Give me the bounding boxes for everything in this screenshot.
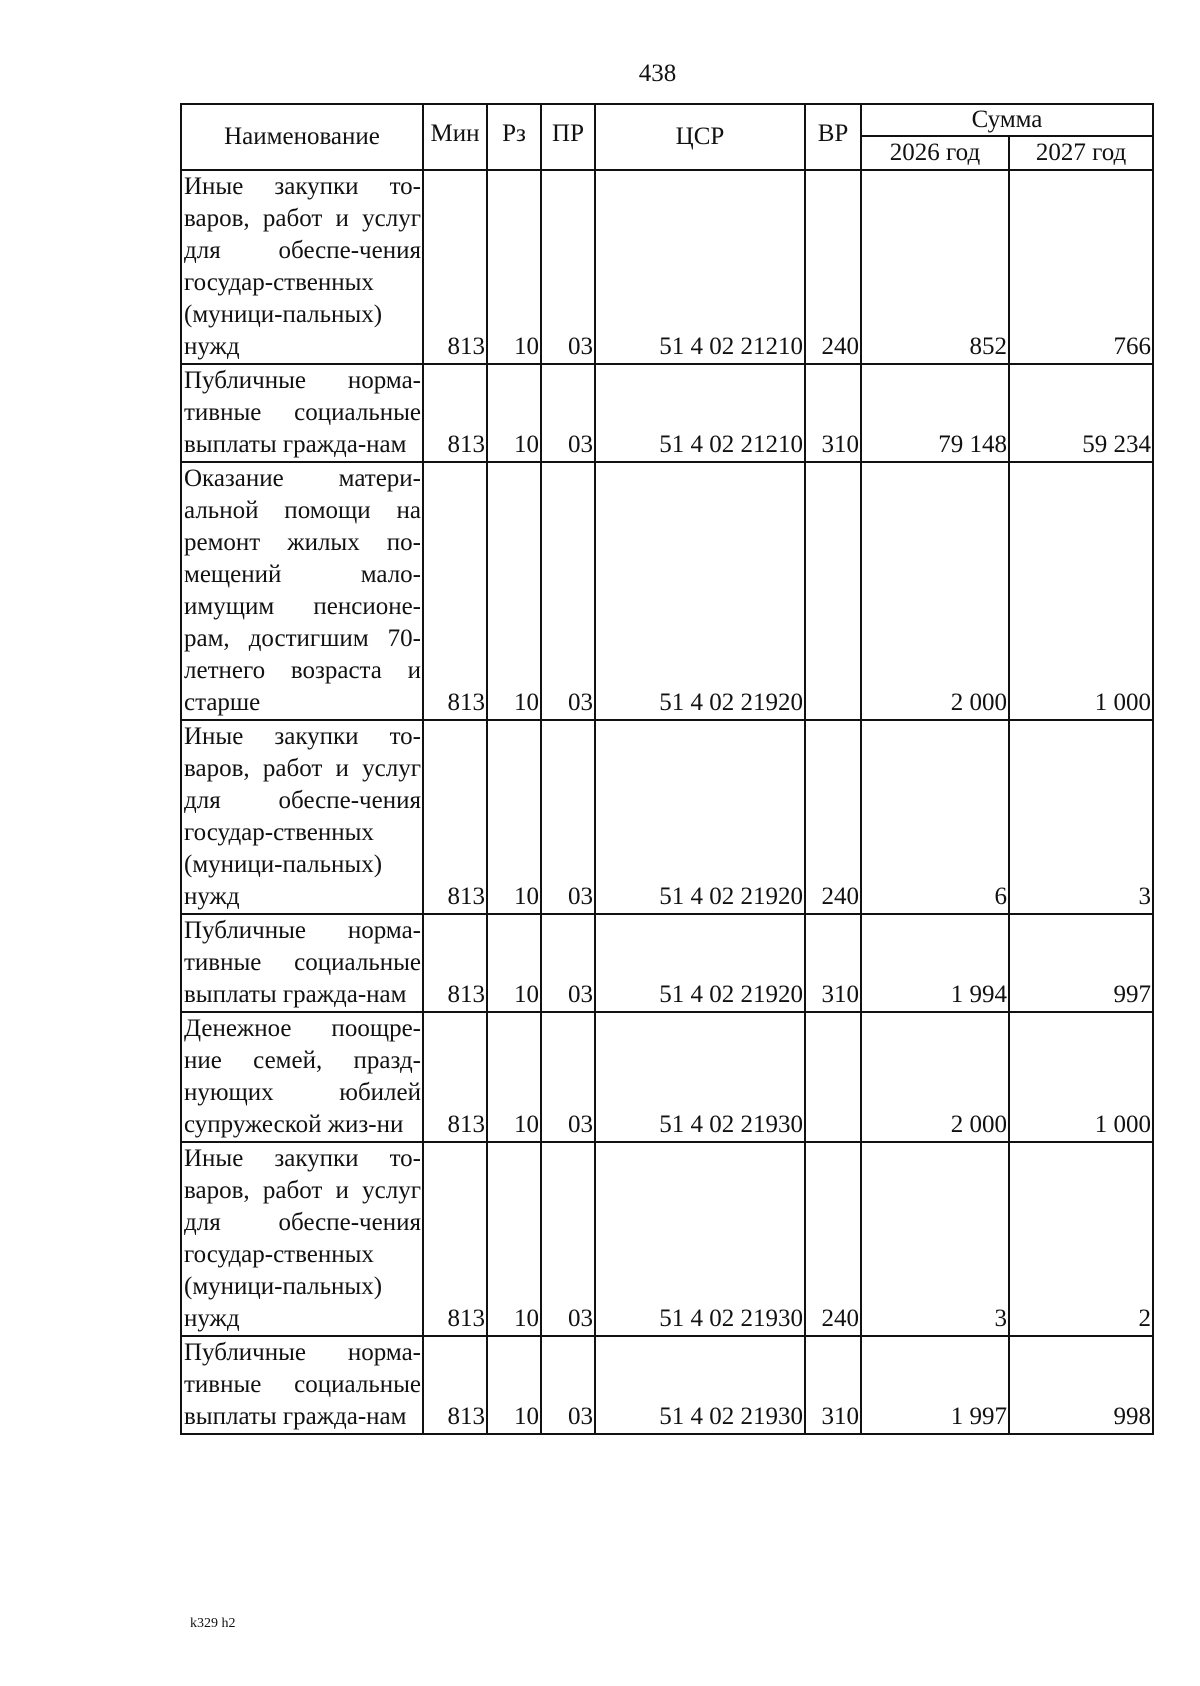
header-year-2027: 2027 год — [1009, 136, 1153, 170]
table-row — [181, 462, 1153, 720]
row-min: 813 — [423, 1336, 487, 1434]
row-vr: 310 — [805, 1336, 861, 1434]
page-number: 438 — [638, 60, 677, 87]
row-sum-2026: 852 — [861, 170, 1009, 364]
budget-table — [180, 103, 1154, 1435]
row-vr: 240 — [805, 170, 861, 364]
row-csr: 51 4 02 21920 — [595, 914, 805, 1012]
row-sum-2027: 2 — [1009, 1142, 1153, 1336]
row-pr: 03 — [541, 364, 595, 462]
row-name: Иные закупки то-варов, работ и услуг для обеспе-чения государ-ственных (муници-пальных) нужд — [181, 170, 423, 364]
row-pr: 03 — [541, 1142, 595, 1336]
row-vr: 310 — [805, 364, 861, 462]
row-name: Оказание матери-альной помощи на ремонт жилых по-мещений мало-имущим пенсионе-рам, достигшим 70-летнего возраста и старше — [181, 462, 423, 720]
header-csr: ЦСР — [595, 104, 805, 170]
row-rz: 10 — [487, 462, 541, 720]
row-rz: 10 — [487, 720, 541, 914]
footer-code: k329 h2 — [190, 1616, 236, 1631]
row-pr: 03 — [541, 1012, 595, 1142]
header-vr: ВР — [805, 104, 861, 170]
row-csr: 51 4 02 21920 — [595, 462, 805, 720]
row-rz: 10 — [487, 1336, 541, 1434]
row-sum-2026: 1 997 — [861, 1336, 1009, 1434]
row-min: 813 — [423, 364, 487, 462]
header-sum: Сумма — [861, 104, 1153, 136]
row-rz: 10 — [487, 170, 541, 364]
row-sum-2027: 1 000 — [1009, 1012, 1153, 1142]
row-vr: 240 — [805, 720, 861, 914]
row-sum-2027: 998 — [1009, 1336, 1153, 1434]
row-rz: 10 — [487, 1142, 541, 1336]
row-pr: 03 — [541, 1336, 595, 1434]
table-row — [181, 364, 1153, 462]
table-row — [181, 1142, 1153, 1336]
row-csr: 51 4 02 21920 — [595, 720, 805, 914]
header-pr: ПР — [541, 104, 595, 170]
row-name: Иные закупки то-варов, работ и услуг для обеспе-чения государ-ственных (муници-пальных) нужд — [181, 720, 423, 914]
row-vr — [805, 462, 861, 720]
row-rz: 10 — [487, 1012, 541, 1142]
row-min: 813 — [423, 1012, 487, 1142]
row-csr: 51 4 02 21930 — [595, 1336, 805, 1434]
row-rz: 10 — [487, 364, 541, 462]
row-pr: 03 — [541, 720, 595, 914]
table-row — [181, 1336, 1153, 1434]
row-name: Денежное поощре-ние семей, празд-нующих юбилей супружеской жиз-ни — [181, 1012, 423, 1142]
row-min: 813 — [423, 914, 487, 1012]
row-sum-2026: 2 000 — [861, 1012, 1009, 1142]
row-sum-2026: 2 000 — [861, 462, 1009, 720]
row-sum-2027: 1 000 — [1009, 462, 1153, 720]
row-pr: 03 — [541, 462, 595, 720]
table-row — [181, 170, 1153, 364]
table-row — [181, 914, 1153, 1012]
row-vr: 240 — [805, 1142, 861, 1336]
header-name: Наименование — [181, 104, 423, 170]
row-name: Иные закупки то-варов, работ и услуг для обеспе-чения государ-ственных (муници-пальных) нужд — [181, 1142, 423, 1336]
row-sum-2027: 997 — [1009, 914, 1153, 1012]
row-rz: 10 — [487, 914, 541, 1012]
header-min: Мин — [423, 104, 487, 170]
row-sum-2026: 6 — [861, 720, 1009, 914]
row-min: 813 — [423, 1142, 487, 1336]
row-min: 813 — [423, 170, 487, 364]
row-csr: 51 4 02 21210 — [595, 170, 805, 364]
row-sum-2026: 1 994 — [861, 914, 1009, 1012]
table-row — [181, 1012, 1153, 1142]
row-sum-2027: 766 — [1009, 170, 1153, 364]
row-sum-2026: 79 148 — [861, 364, 1009, 462]
row-name: Публичные норма-тивные социальные выплаты гражда-нам — [181, 364, 423, 462]
header-rz: Рз — [487, 104, 541, 170]
row-csr: 51 4 02 21210 — [595, 364, 805, 462]
row-name: Публичные норма-тивные социальные выплаты гражда-нам — [181, 914, 423, 1012]
row-sum-2027: 59 234 — [1009, 364, 1153, 462]
table-row — [181, 720, 1153, 914]
row-csr: 51 4 02 21930 — [595, 1142, 805, 1336]
row-pr: 03 — [541, 170, 595, 364]
row-vr — [805, 1012, 861, 1142]
row-sum-2027: 3 — [1009, 720, 1153, 914]
row-vr: 310 — [805, 914, 861, 1012]
header-row — [181, 104, 1153, 136]
row-pr: 03 — [541, 914, 595, 1012]
header-year-2026: 2026 год — [861, 136, 1009, 170]
row-min: 813 — [423, 720, 487, 914]
row-csr: 51 4 02 21930 — [595, 1012, 805, 1142]
row-min: 813 — [423, 462, 487, 720]
table-body — [181, 170, 1153, 1434]
row-sum-2026: 3 — [861, 1142, 1009, 1336]
row-name: Публичные норма-тивные социальные выплаты гражда-нам — [181, 1336, 423, 1434]
